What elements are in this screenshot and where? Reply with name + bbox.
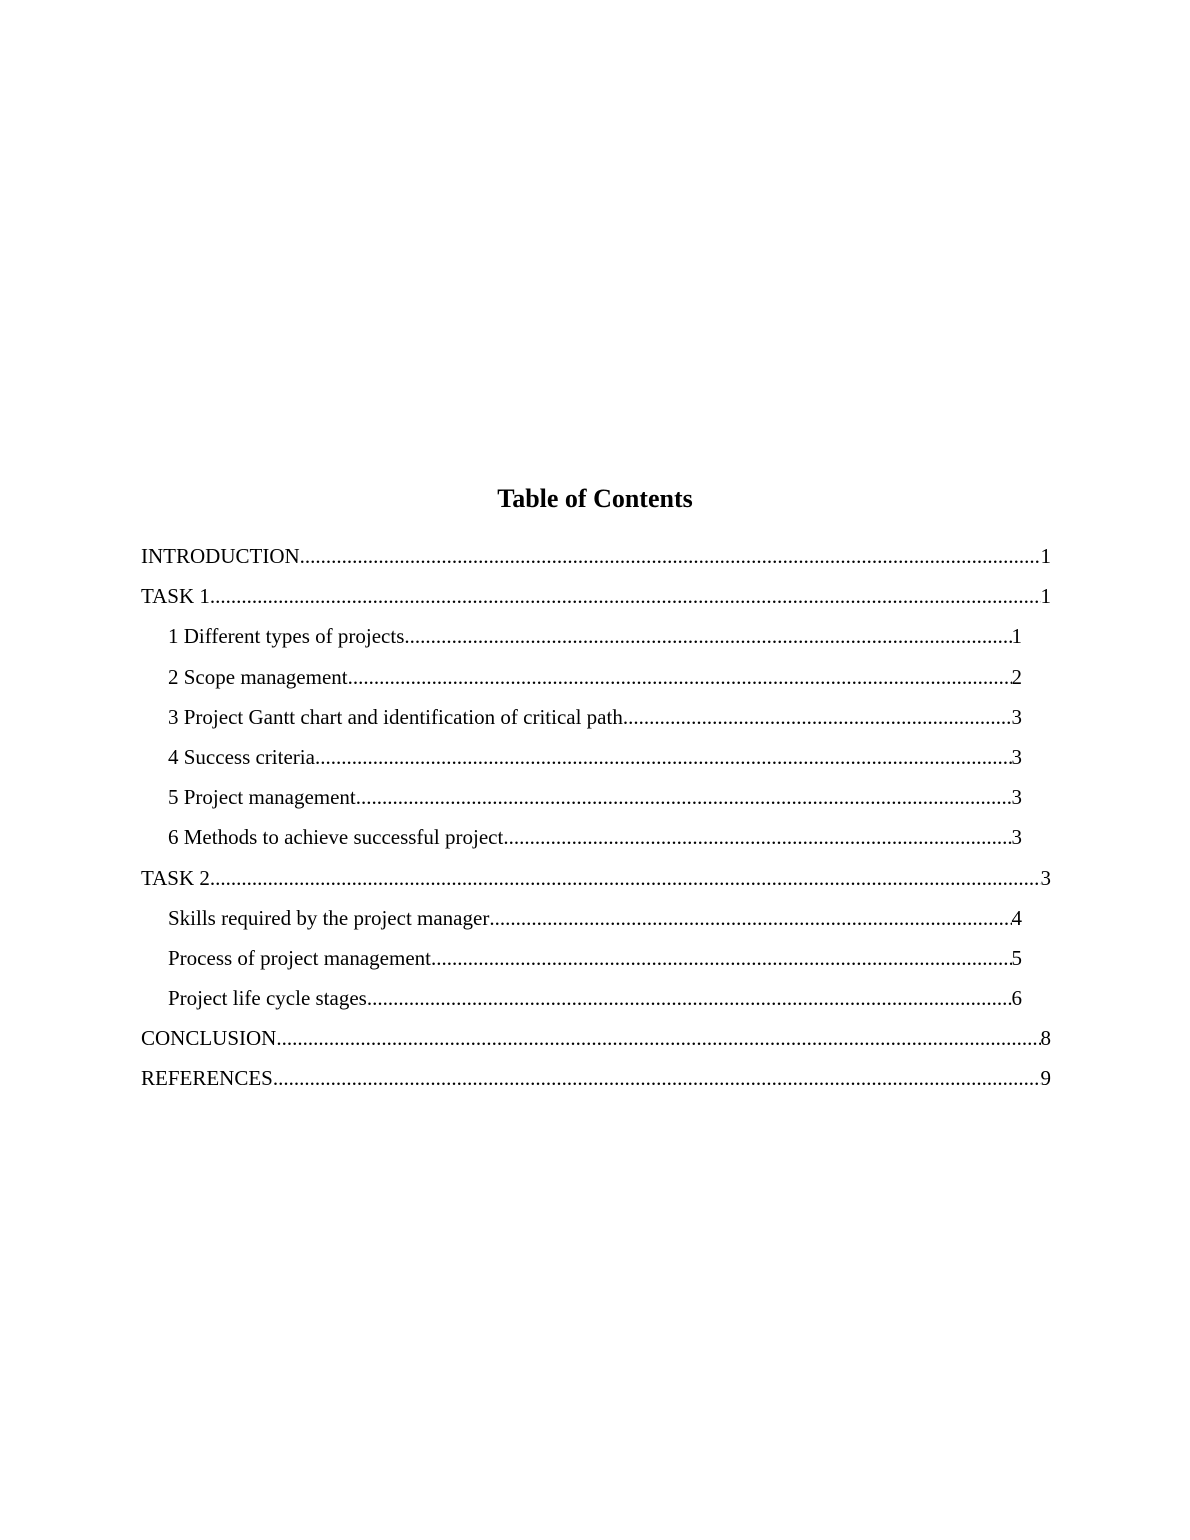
toc-entry-label: TASK 1 [141,584,210,609]
dot-leader [367,981,1012,1015]
dot-leader [503,820,1011,854]
toc-entry-project-management[interactable] [141,780,1022,820]
toc-entry-life-cycle-stages[interactable] [141,981,1022,1021]
toc-entry-label: Project life cycle stages [168,986,367,1011]
dot-leader [623,700,1012,734]
toc-entry-page-number: 6 [1011,986,1022,1011]
toc-entry-label: 5 Project management [168,785,356,810]
toc-entry-page-number: 3 [1011,744,1022,769]
dot-leader [431,941,1012,975]
dot-leader [300,539,1041,573]
dot-leader [315,740,1012,774]
toc-entry-page-number: 8 [1040,1026,1051,1051]
toc-entry-different-types-of-projects[interactable] [141,619,1022,659]
toc-title: Table of Contents [497,484,693,513]
toc-entry-page-number: 4 [1011,905,1022,930]
toc-list [141,539,1051,1102]
dot-leader [276,1021,1040,1055]
toc-entry-introduction[interactable] [141,539,1051,579]
toc-entry-gantt-chart[interactable] [141,700,1022,740]
toc-entry-label: REFERENCES [141,1066,273,1091]
toc-entry-conclusion[interactable] [141,1021,1051,1061]
toc-entry-methods-successful-project[interactable] [141,820,1022,860]
dot-leader [348,660,1012,694]
toc-entry-task-2[interactable] [141,861,1051,901]
toc-entry-page-number: 3 [1011,825,1022,850]
dot-leader [210,861,1041,895]
toc-entry-label: Skills required by the project manager [168,905,490,930]
toc-entry-task-1[interactable] [141,579,1051,619]
toc-entry-skills-project-manager[interactable] [141,901,1022,941]
toc-entry-scope-management[interactable] [141,660,1022,700]
toc-entry-label: 2 Scope management [168,664,348,689]
toc-entry-references[interactable] [141,1061,1051,1101]
toc-entry-success-criteria[interactable] [141,740,1022,780]
toc-entry-label: 6 Methods to achieve successful project [168,825,504,850]
toc-entry-page-number: 3 [1011,704,1022,729]
toc-entry-process-project-management[interactable] [141,941,1022,981]
toc-entry-page-number: 1 [1040,584,1051,609]
toc-entry-page-number: 5 [1011,945,1022,970]
toc-entry-page-number: 1 [1011,624,1022,649]
dot-leader [210,579,1041,613]
toc-entry-page-number: 9 [1040,1066,1051,1091]
toc-entry-page-number: 2 [1011,664,1022,689]
toc-entry-page-number: 3 [1011,785,1022,810]
toc-entry-label: Process of project management [168,945,431,970]
toc-entry-label: CONCLUSION [141,1026,277,1051]
dot-leader [356,780,1012,814]
toc-entry-label: 1 Different types of projects [168,624,405,649]
dot-leader [404,619,1011,653]
toc-entry-label: TASK 2 [141,865,210,890]
dot-leader [489,901,1011,935]
toc-entry-page-number: 1 [1040,544,1051,568]
dot-leader [273,1061,1041,1095]
toc-entry-page-number: 3 [1040,865,1051,890]
toc-entry-label: 4 Success criteria [168,744,315,769]
toc-entry-label: 3 Project Gantt chart and identification of critical path [168,704,623,729]
toc-entry-label: INTRODUCTION [141,544,300,568]
